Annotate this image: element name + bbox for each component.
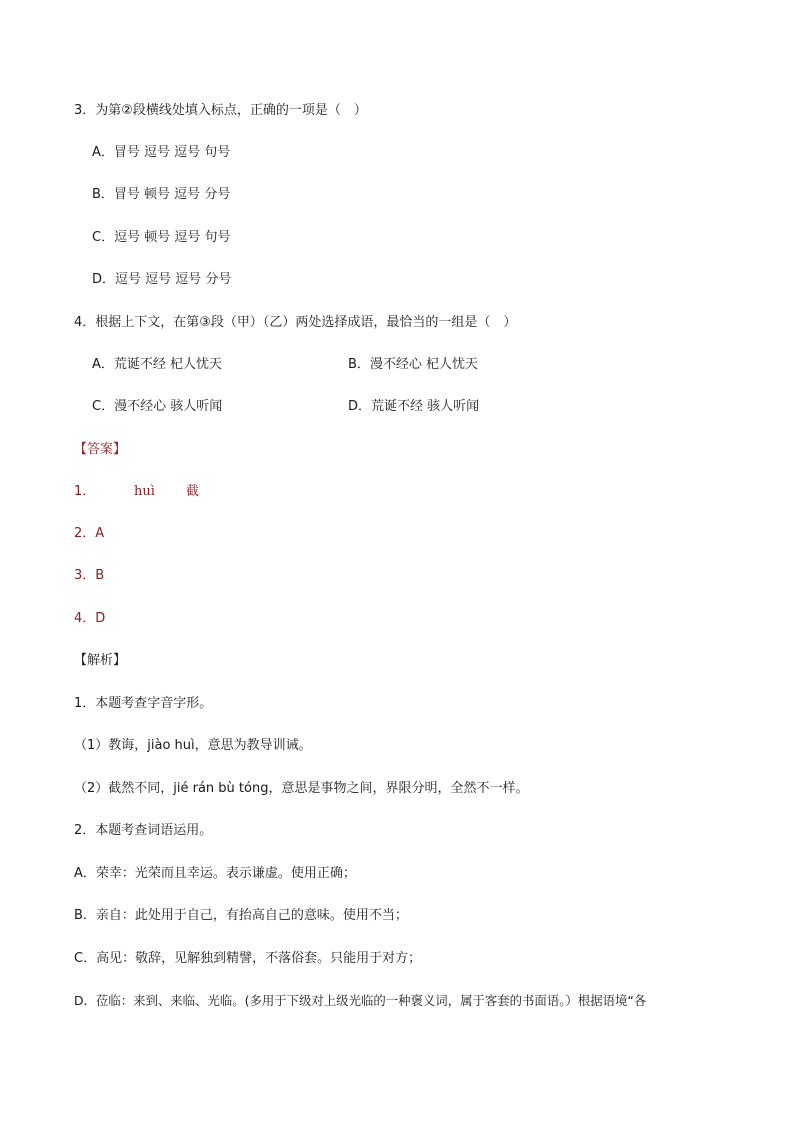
question-3-option-b: B．冒号 顿号 逗号 分号 — [92, 187, 231, 202]
question-3-stem: 3．为第②段横线处填入标点，正确的一项是（ ） — [74, 103, 367, 118]
analysis-line-3: （2）截然不同，jié rán bù tóng，意思是事物之间，界限分明，全然不一样。 — [74, 781, 529, 796]
analysis-line-4: 2．本题考查词语运用。 — [74, 823, 213, 838]
answer-3: 3．B — [74, 568, 105, 583]
question-4-stem: 4．根据上下文，在第③段（甲）（乙）两处选择成语，最恰当的一组是（ ） — [74, 315, 517, 330]
analysis-heading: 【解析】 — [74, 653, 127, 668]
answer-1-pinyin: huì — [134, 484, 155, 499]
answer-1-number: 1． — [74, 484, 96, 499]
answer-1-character: 截 — [186, 484, 200, 499]
question-4-option-b: B．漫不经心 杞人忧天 — [348, 357, 479, 372]
answer-2: 2．A — [74, 526, 105, 541]
analysis-line-1: 1．本题考查字音字形。 — [74, 696, 213, 711]
question-4-option-d: D．荒诞不经 骇人听闻 — [348, 399, 480, 414]
question-4-option-c: C．漫不经心 骇人听闻 — [92, 399, 223, 414]
analysis-line-5: A．荣幸：光荣而且幸运。表示谦虚。使用正确； — [74, 866, 356, 881]
answer-4: 4．D — [74, 611, 106, 626]
analysis-line-2: （1）教诲，jiào huì，意思为教导训诫。 — [74, 738, 312, 753]
question-3-option-a: A．冒号 逗号 逗号 句号 — [92, 145, 231, 160]
question-3-option-c: C．逗号 顿号 逗号 句号 — [92, 230, 231, 245]
question-4-option-a: A．荒诞不经 杞人忧天 — [92, 357, 223, 372]
analysis-line-6: B．亲自：此处用于自己，有抬高自己的意味。使用不当； — [74, 908, 408, 923]
analysis-line-8: D．莅临：来到、来临、光临。(多用于下级对上级光临的一种褒义词，属于客套的书面语。）根据语境“各 — [74, 993, 647, 1008]
analysis-line-7: C．高见：敬辞，见解独到精譬，不落俗套。只能用于对方； — [74, 951, 422, 966]
question-3-option-d: D．逗号 逗号 逗号 分号 — [92, 272, 232, 287]
answer-heading: 【答案】 — [74, 442, 127, 457]
